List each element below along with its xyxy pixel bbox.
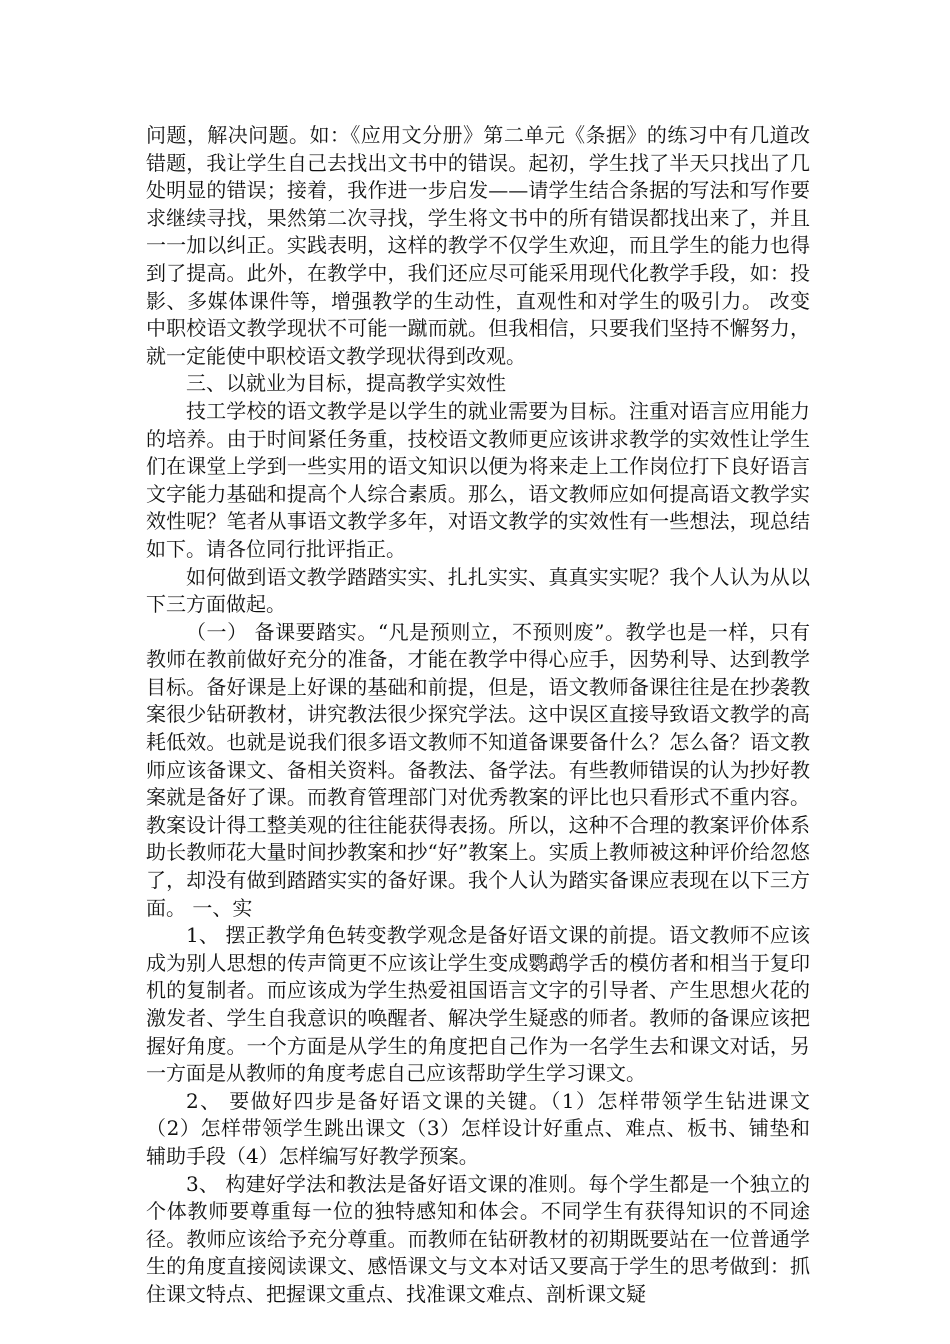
body-text	[146, 122, 810, 1309]
paragraph-lesson-prep: （一） 备课要踏实。“凡是预则立，不预则废”。教学也是一样，只有教师在教前做好充分的准备，才能在教学中得心应手，因势利导、达到教学目标。备好课是上好课的基础和前提，但是，语文教师备课往往是在抄袭教案很少钻研教材，讲究教法很少探究学法。这中误区直接导致语文教学的高耗低效。也就是说我们很多语文教师不知道备课要备什么？怎么备？语文教师应该备课文、备相关资料。备教法、备学法。有些教师错误的认为抄好教案就是备好了课。而教育管理部门对优秀教案的评比也只看形式不重内容。教案设计得工整美观的往往能获得表扬。所以，这种不合理的教案评价体系助长教师花大量时间抄教案和抄“好”教案上。实质上教师被这种评价给忽悠了，却没有做到踏踏实实的备好课。我个人认为踏实备课应表现在以下三方面。 一、实	[146, 619, 810, 920]
paragraph-question: 如何做到语文教学踏踏实实、扎扎实实、真真实实呢？我个人认为从以下三方面做起。	[146, 564, 810, 617]
paragraph-intro: 技工学校的语文教学是以学生的就业需要为目标。注重对语言应用能力的培养。由于时间紧任务重，技校语文教师更应该讲求教学的实效性让学生们在课堂上学到一些实用的语文知识以便为将来走上工作岗位打下良好语言文字能力基础和提高个人综合素质。那么，语文教师应如何提高语文教学实效性呢？笔者从事语文教学多年，对语文教学的实效性有一些想法，现总结如下。请各位同行批评指正。	[146, 398, 810, 561]
paragraph-point-3: 3、 构建好学法和教法是备好语文课的准则。每个学生都是一个独立的个体教师要尊重每一位的独特感知和体会。不同学生有获得知识的不同途径。教师应该给予充分尊重。而教师在钻研教材的初期既要站在一位普通学生的角度直接阅读课文、感悟课文与文本对话又要高于学生的思考做到：抓住课文特点、把握课文重点、找准课文难点、剖析课文疑	[146, 1171, 810, 1306]
paragraph-continuation: 问题，解决问题。如：《应用文分册》第二单元《条据》的练习中有几道改错题，我让学生自己去找出文书中的错误。起初，学生找了半天只找出了几处明显的错误；接着，我作进一步启发——请学生结合条据的写法和写作要求继续寻找，果然第二次寻找，学生将文书中的所有错误都找出来了，并且一一加以纠正。实践表明，这样的教学不仅学生欢迎，而且学生的能力也得到了提高。此外，在教学中，我们还应尽可能采用现代化教学手段，如：投影、多媒体课件等，增强教学的生动性，直观性和对学生的吸引力。 改变中职校语文教学现状不可能一蹴而就。但我相信，只要我们坚持不懈努力，就一定能使中职校语文教学现状得到改观。	[146, 123, 810, 368]
section-heading: 三、以就业为目标，提高教学实效性	[186, 371, 506, 396]
paragraph-point-1: 1、 摆正教学角色转变教学观念是备好语文课的前提。语文教师不应该成为别人思想的传声筒更不应该让学生变成鹦鹉学舌的模仿者和相当于复印机的复制者。而应该成为学生热爱祖国语言文字的引导者、产生思想火花的激发者、学生自我意识的唤醒者、解决学生疑惑的师者。教师的备课应该把握好角度。一个方面是从学生的角度把自己作为一名学生去和课文对话，另一方面是从教师的角度考虑自己应该帮助学生学习课文。	[146, 923, 810, 1086]
paragraph-point-2: 2、 要做好四步是备好语文课的关键。（1）怎样带领学生钻进课文（2）怎样带领学生跳出课文（3）怎样设计好重点、难点、板书、铺垫和辅助手段（4）怎样编写好教学预案。	[146, 1088, 810, 1168]
